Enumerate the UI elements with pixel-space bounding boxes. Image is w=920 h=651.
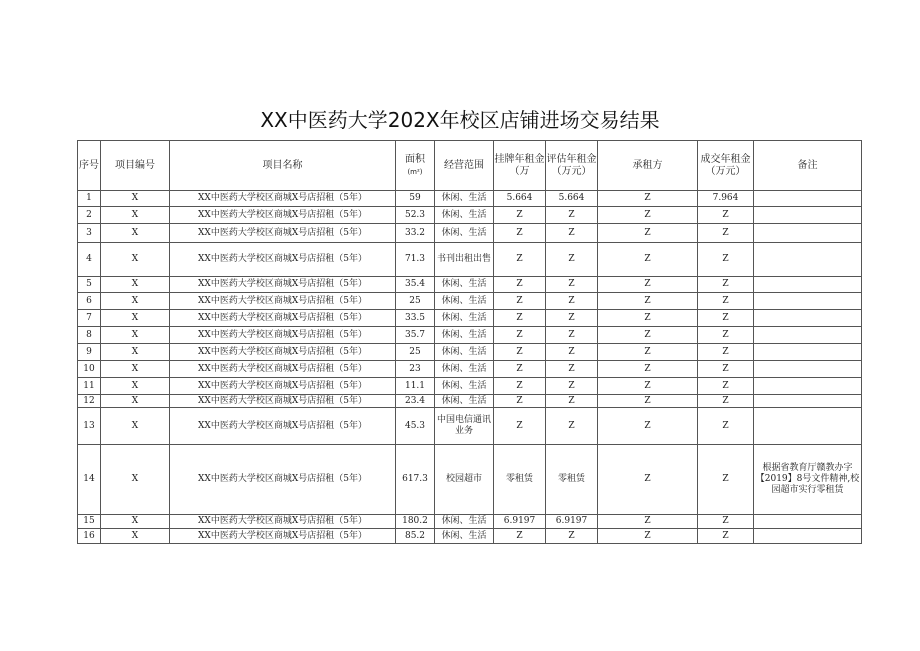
- cell-remark: [754, 224, 862, 243]
- table-body: [78, 191, 862, 544]
- header-assessed-rent: 评估年租金（万元）: [546, 141, 598, 191]
- cell-area: 180.2: [396, 515, 435, 529]
- cell-area: 45.3: [396, 408, 435, 445]
- cell-deal-rent: Z: [698, 361, 754, 378]
- cell-assessed-rent: Z: [546, 395, 598, 408]
- cell-code: X: [101, 327, 170, 344]
- cell-name: XX中医药大学校区商城X号店招租（5年）: [170, 361, 396, 378]
- cell-deal-rent: Z: [698, 243, 754, 277]
- cell-assessed-rent: Z: [546, 344, 598, 361]
- cell-lessee: Z: [598, 361, 698, 378]
- cell-listed-rent: Z: [494, 277, 546, 293]
- cell-area: 23.4: [396, 395, 435, 408]
- cell-scope: 休闲、生活: [435, 191, 494, 207]
- cell-area: 25: [396, 344, 435, 361]
- cell-lessee: Z: [598, 207, 698, 224]
- header-scope: 经营范围: [435, 141, 494, 191]
- cell-area: 23: [396, 361, 435, 378]
- header-code: 项目编号: [101, 141, 170, 191]
- table-row: [78, 224, 862, 243]
- cell-listed-rent: Z: [494, 361, 546, 378]
- cell-area: 85.2: [396, 529, 435, 544]
- cell-lessee: Z: [598, 327, 698, 344]
- cell-code: X: [101, 293, 170, 310]
- cell-name: XX中医药大学校区商城X号店招租（5年）: [170, 293, 396, 310]
- table-row: [78, 277, 862, 293]
- cell-area: 52.3: [396, 207, 435, 224]
- cell-scope: 休闲、生活: [435, 395, 494, 408]
- cell-remark: [754, 395, 862, 408]
- cell-remark: [754, 327, 862, 344]
- cell-listed-rent: 6.9197: [494, 515, 546, 529]
- cell-area: 33.2: [396, 224, 435, 243]
- table-row: [78, 361, 862, 378]
- cell-remark: 根据省教育厅赣教办字【2019】8号文件精神,校园超市实行零租赁: [754, 445, 862, 515]
- cell-no: 15: [78, 515, 101, 529]
- cell-lessee: Z: [598, 224, 698, 243]
- cell-code: X: [101, 243, 170, 277]
- cell-deal-rent: Z: [698, 224, 754, 243]
- cell-lessee: Z: [598, 445, 698, 515]
- table-row: [78, 529, 862, 544]
- cell-assessed-rent: Z: [546, 293, 598, 310]
- cell-listed-rent: 5.664: [494, 191, 546, 207]
- cell-assessed-rent: 5.664: [546, 191, 598, 207]
- cell-remark: [754, 243, 862, 277]
- cell-no: 14: [78, 445, 101, 515]
- cell-code: X: [101, 224, 170, 243]
- cell-listed-rent: Z: [494, 408, 546, 445]
- table-row: [78, 445, 862, 515]
- cell-code: X: [101, 378, 170, 395]
- cell-listed-rent: Z: [494, 529, 546, 544]
- cell-deal-rent: Z: [698, 395, 754, 408]
- cell-code: X: [101, 191, 170, 207]
- cell-remark: [754, 378, 862, 395]
- header-listed-rent: 挂牌年租金（万: [494, 141, 546, 191]
- cell-listed-rent: Z: [494, 378, 546, 395]
- cell-no: 3: [78, 224, 101, 243]
- cell-scope: 休闲、生活: [435, 515, 494, 529]
- header-row: [78, 141, 862, 191]
- cell-scope: 休闲、生活: [435, 293, 494, 310]
- cell-remark: [754, 207, 862, 224]
- table-row: [78, 243, 862, 277]
- cell-name: XX中医药大学校区商城X号店招租（5年）: [170, 445, 396, 515]
- cell-listed-rent: Z: [494, 310, 546, 327]
- cell-lessee: Z: [598, 529, 698, 544]
- cell-deal-rent: Z: [698, 515, 754, 529]
- cell-no: 13: [78, 408, 101, 445]
- cell-listed-rent: Z: [494, 327, 546, 344]
- cell-scope: 校园超市: [435, 445, 494, 515]
- cell-listed-rent: Z: [494, 293, 546, 310]
- cell-listed-rent: Z: [494, 395, 546, 408]
- cell-remark: [754, 529, 862, 544]
- cell-scope: 休闲、生活: [435, 378, 494, 395]
- cell-assessed-rent: Z: [546, 529, 598, 544]
- cell-no: 6: [78, 293, 101, 310]
- cell-deal-rent: Z: [698, 293, 754, 310]
- cell-deal-rent: Z: [698, 344, 754, 361]
- cell-area: 35.4: [396, 277, 435, 293]
- cell-code: X: [101, 207, 170, 224]
- cell-lessee: Z: [598, 293, 698, 310]
- cell-no: 10: [78, 361, 101, 378]
- table-row: [78, 207, 862, 224]
- cell-assessed-rent: 零租赁: [546, 445, 598, 515]
- cell-no: 11: [78, 378, 101, 395]
- cell-area: 11.1: [396, 378, 435, 395]
- cell-deal-rent: Z: [698, 378, 754, 395]
- cell-no: 16: [78, 529, 101, 544]
- cell-remark: [754, 310, 862, 327]
- cell-assessed-rent: Z: [546, 378, 598, 395]
- cell-remark: [754, 515, 862, 529]
- cell-name: XX中医药大学校区商城X号店招租（5年）: [170, 207, 396, 224]
- cell-assessed-rent: Z: [546, 408, 598, 445]
- cell-name: XX中医药大学校区商城X号店招租（5年）: [170, 529, 396, 544]
- header-remark: 备注: [754, 141, 862, 191]
- cell-code: X: [101, 344, 170, 361]
- cell-no: 12: [78, 395, 101, 408]
- table-row: [78, 378, 862, 395]
- cell-area: 35.7: [396, 327, 435, 344]
- cell-lessee: Z: [598, 277, 698, 293]
- header-area: [396, 141, 435, 191]
- cell-assessed-rent: Z: [546, 224, 598, 243]
- table-row: [78, 395, 862, 408]
- cell-listed-rent: Z: [494, 207, 546, 224]
- table-row: [78, 310, 862, 327]
- cell-listed-rent: Z: [494, 224, 546, 243]
- cell-name: XX中医药大学校区商城X号店招租（5年）: [170, 327, 396, 344]
- cell-scope: 休闲、生活: [435, 207, 494, 224]
- table-row: [78, 408, 862, 445]
- cell-area: 59: [396, 191, 435, 207]
- cell-lessee: Z: [598, 310, 698, 327]
- cell-scope: 中国电信通讯业务: [435, 408, 494, 445]
- cell-name: XX中医药大学校区商城X号店招租（5年）: [170, 378, 396, 395]
- cell-code: X: [101, 445, 170, 515]
- table-row: [78, 191, 862, 207]
- cell-remark: [754, 361, 862, 378]
- cell-scope: 休闲、生活: [435, 224, 494, 243]
- cell-remark: [754, 293, 862, 310]
- cell-assessed-rent: Z: [546, 277, 598, 293]
- cell-deal-rent: 7.964: [698, 191, 754, 207]
- cell-listed-rent: Z: [494, 344, 546, 361]
- cell-assessed-rent: Z: [546, 361, 598, 378]
- cell-listed-rent: Z: [494, 243, 546, 277]
- cell-lessee: Z: [598, 395, 698, 408]
- cell-no: 9: [78, 344, 101, 361]
- header-deal-rent: 成交年租金（万元）: [698, 141, 754, 191]
- cell-assessed-rent: Z: [546, 310, 598, 327]
- header-area-unit: (m²): [407, 167, 423, 176]
- results-table: [77, 140, 862, 544]
- cell-lessee: Z: [598, 378, 698, 395]
- cell-scope: 休闲、生活: [435, 344, 494, 361]
- cell-no: 1: [78, 191, 101, 207]
- header-name: 项目名称: [170, 141, 396, 191]
- cell-remark: [754, 277, 862, 293]
- cell-deal-rent: Z: [698, 327, 754, 344]
- cell-deal-rent: Z: [698, 445, 754, 515]
- header-no: 序号: [78, 141, 101, 191]
- table-row: [78, 293, 862, 310]
- cell-name: XX中医药大学校区商城X号店招租（5年）: [170, 310, 396, 327]
- cell-lessee: Z: [598, 344, 698, 361]
- cell-deal-rent: Z: [698, 408, 754, 445]
- cell-assessed-rent: 6.9197: [546, 515, 598, 529]
- cell-listed-rent: 零租赁: [494, 445, 546, 515]
- cell-code: X: [101, 277, 170, 293]
- cell-no: 8: [78, 327, 101, 344]
- cell-area: 33.5: [396, 310, 435, 327]
- cell-remark: [754, 408, 862, 445]
- cell-name: XX中医药大学校区商城X号店招租（5年）: [170, 224, 396, 243]
- cell-remark: [754, 344, 862, 361]
- table-row: [78, 327, 862, 344]
- cell-assessed-rent: Z: [546, 327, 598, 344]
- cell-name: XX中医药大学校区商城X号店招租（5年）: [170, 243, 396, 277]
- cell-name: XX中医药大学校区商城X号店招租（5年）: [170, 277, 396, 293]
- cell-lessee: Z: [598, 408, 698, 445]
- cell-no: 2: [78, 207, 101, 224]
- cell-no: 7: [78, 310, 101, 327]
- cell-scope: 休闲、生活: [435, 327, 494, 344]
- cell-deal-rent: Z: [698, 310, 754, 327]
- cell-code: X: [101, 408, 170, 445]
- cell-no: 4: [78, 243, 101, 277]
- header-area-label: 面积: [405, 153, 425, 165]
- cell-assessed-rent: Z: [546, 243, 598, 277]
- cell-lessee: Z: [598, 515, 698, 529]
- cell-scope: 书刊出租出售: [435, 243, 494, 277]
- cell-name: XX中医药大学校区商城X号店招租（5年）: [170, 408, 396, 445]
- cell-scope: 休闲、生活: [435, 310, 494, 327]
- cell-area: 71.3: [396, 243, 435, 277]
- cell-assessed-rent: Z: [546, 207, 598, 224]
- table-row: [78, 344, 862, 361]
- cell-lessee: Z: [598, 191, 698, 207]
- table-row: [78, 515, 862, 529]
- page-title: XX中医药大学202X年校区店铺进场交易结果: [260, 108, 660, 132]
- cell-name: XX中医药大学校区商城X号店招租（5年）: [170, 344, 396, 361]
- cell-no: 5: [78, 277, 101, 293]
- cell-name: XX中医药大学校区商城X号店招租（5年）: [170, 515, 396, 529]
- cell-name: XX中医药大学校区商城X号店招租（5年）: [170, 191, 396, 207]
- cell-deal-rent: Z: [698, 529, 754, 544]
- cell-deal-rent: Z: [698, 207, 754, 224]
- cell-code: X: [101, 361, 170, 378]
- header-lessee: 承租方: [598, 141, 698, 191]
- cell-scope: 休闲、生活: [435, 277, 494, 293]
- cell-area: 617.3: [396, 445, 435, 515]
- cell-code: X: [101, 310, 170, 327]
- cell-lessee: Z: [598, 243, 698, 277]
- cell-scope: 休闲、生活: [435, 361, 494, 378]
- cell-scope: 休闲、生活: [435, 529, 494, 544]
- cell-deal-rent: Z: [698, 277, 754, 293]
- cell-name: XX中医药大学校区商城X号店招租（5年）: [170, 395, 396, 408]
- cell-area: 25: [396, 293, 435, 310]
- cell-code: X: [101, 529, 170, 544]
- cell-code: X: [101, 395, 170, 408]
- cell-remark: [754, 191, 862, 207]
- cell-code: X: [101, 515, 170, 529]
